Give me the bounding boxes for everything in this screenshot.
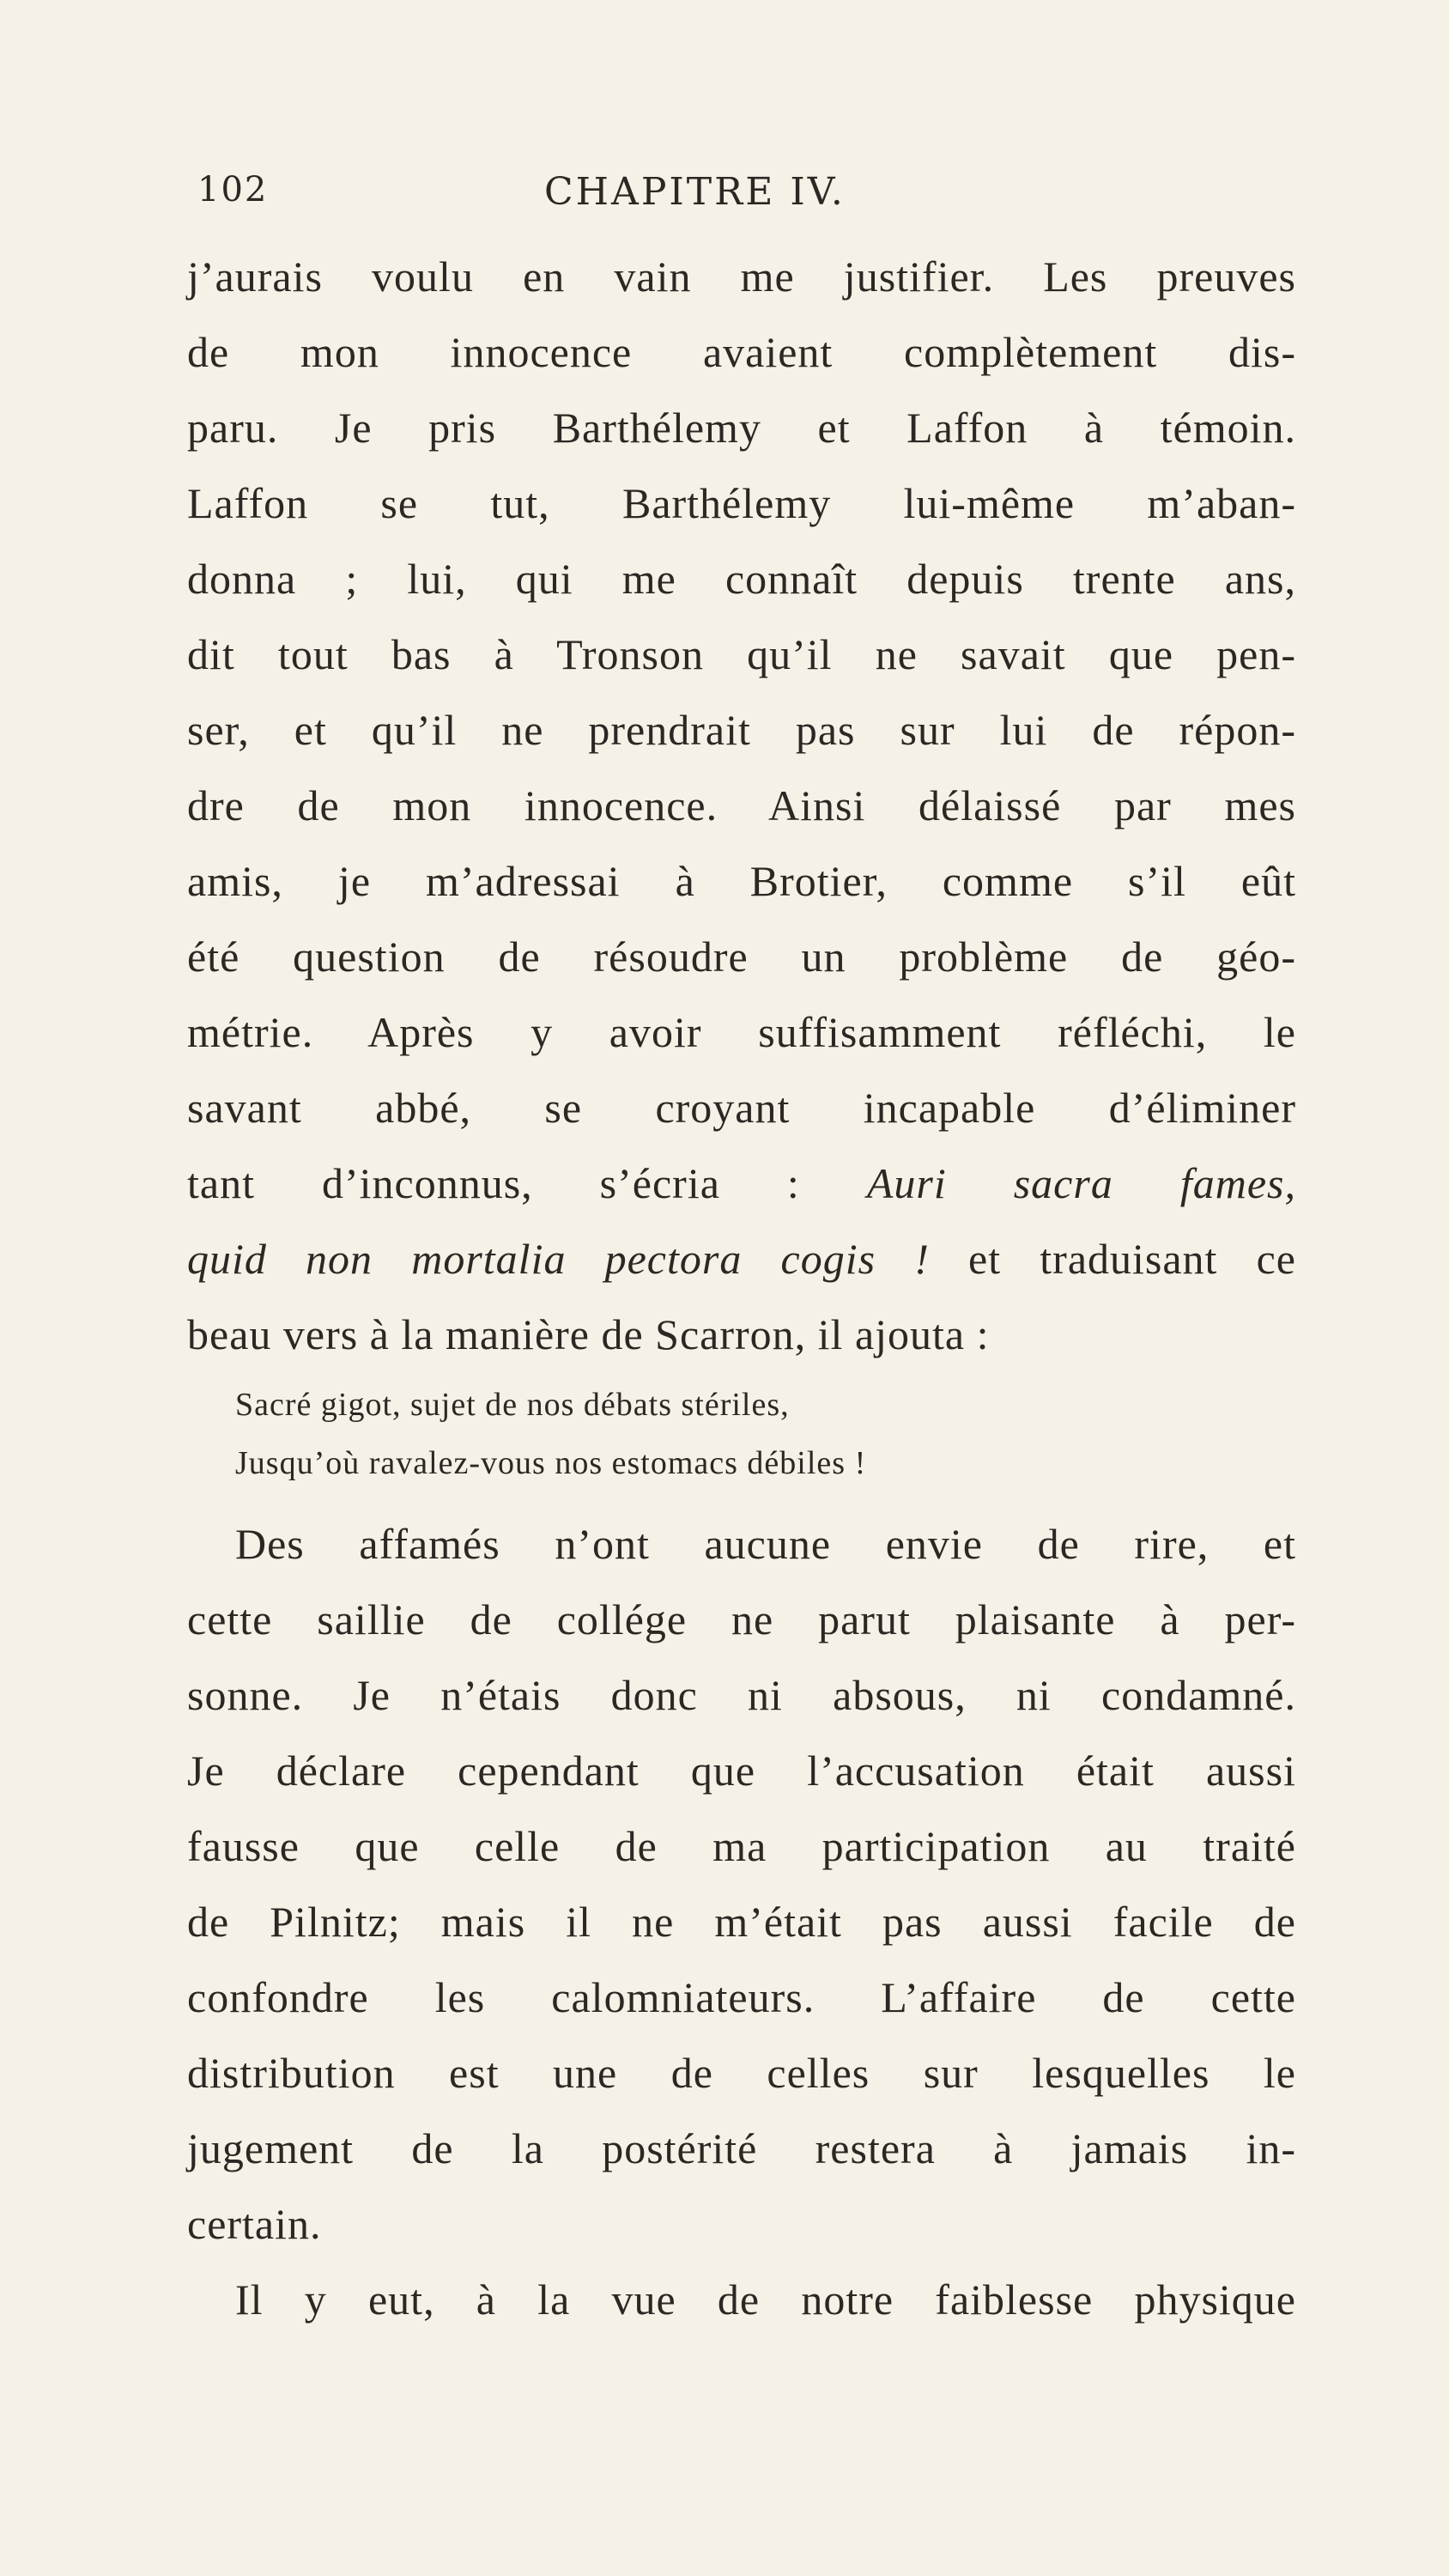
page-number: 102 <box>197 170 269 210</box>
text-run: tant d’inconnus, s’écria : <box>187 1159 867 1207</box>
text-run: et traduisant ce <box>929 1235 1296 1283</box>
text-line: Je déclare cependant que l’accusation était aussi <box>187 1747 1296 1795</box>
text-line <box>187 1145 1296 1221</box>
text-line: confondre les calomniateurs. L’affaire de cette <box>187 1973 1296 2021</box>
text-line: distribution est une de celles sur lesquelles le <box>187 2049 1296 2097</box>
text-line: donna ; lui, qui me connaît depuis trente ans, <box>187 555 1296 603</box>
text-line: de Pilnitz; mais il ne m’était pas aussi facile de <box>187 1898 1296 1946</box>
text-line: sonne. Je n’étais donc ni absous, ni condamné. <box>187 1671 1296 1719</box>
text-line <box>187 1221 1296 1297</box>
text-line: jugement de la postérité restera à jamais in- <box>187 2124 1296 2172</box>
running-head <box>187 170 1296 222</box>
paragraph-1 <box>187 239 1296 1372</box>
text-line: dre de mon innocence. Ainsi délaissé par mes <box>187 781 1296 829</box>
text-line: été question de résoudre un problème de géo- <box>187 933 1296 981</box>
latin-quote: quid non mortalia pectora cogis ! <box>187 1235 930 1283</box>
verse-quote <box>187 1376 1296 1492</box>
text-line: amis, je m’adressai à Brotier, comme s’il eût <box>187 857 1296 905</box>
text-line: cette saillie de collége ne parut plaisante à per- <box>187 1595 1296 1643</box>
paragraph-2 <box>187 1506 1296 2262</box>
text-line: ser, et qu’il ne prendrait pas sur lui de répon- <box>187 706 1296 754</box>
text-line: savant abbé, se croyant incapable d’éliminer <box>187 1084 1296 1132</box>
text-line: de mon innocence avaient complètement dis- <box>187 328 1296 376</box>
verse-line: Jusqu’où ravalez-vous nos estomacs débiles ! <box>235 1445 867 1481</box>
text-line: métrie. Après y avoir suffisamment réfléchi, le <box>187 1008 1296 1056</box>
text-line: certain. <box>187 2200 322 2248</box>
text-line: paru. Je pris Barthélemy et Laffon à témoin. <box>187 404 1296 452</box>
text-line: beau vers à la manière de Scarron, il ajouta : <box>187 1310 990 1358</box>
text-line: Laffon se tut, Barthélemy lui-même m’aban- <box>187 479 1296 527</box>
latin-quote: Auri sacra fames, <box>866 1159 1296 1207</box>
paragraph-3 <box>187 2262 1296 2337</box>
body-text <box>187 239 1296 2337</box>
text-line: Des affamés n’ont aucune envie de rire, et <box>235 1520 1296 1568</box>
text-line: Il y eut, à la vue de notre faiblesse physique <box>235 2275 1296 2324</box>
verse-line: Sacré gigot, sujet de nos débats stériles, <box>235 1387 790 1423</box>
chapter-title: CHAPITRE IV. <box>544 170 846 214</box>
text-line: j’aurais voulu en vain me justifier. Les preuves <box>187 252 1296 301</box>
text-line: fausse que celle de ma participation au traité <box>187 1822 1296 1870</box>
text-line: dit tout bas à Tronson qu’il ne savait que pen- <box>187 630 1296 678</box>
